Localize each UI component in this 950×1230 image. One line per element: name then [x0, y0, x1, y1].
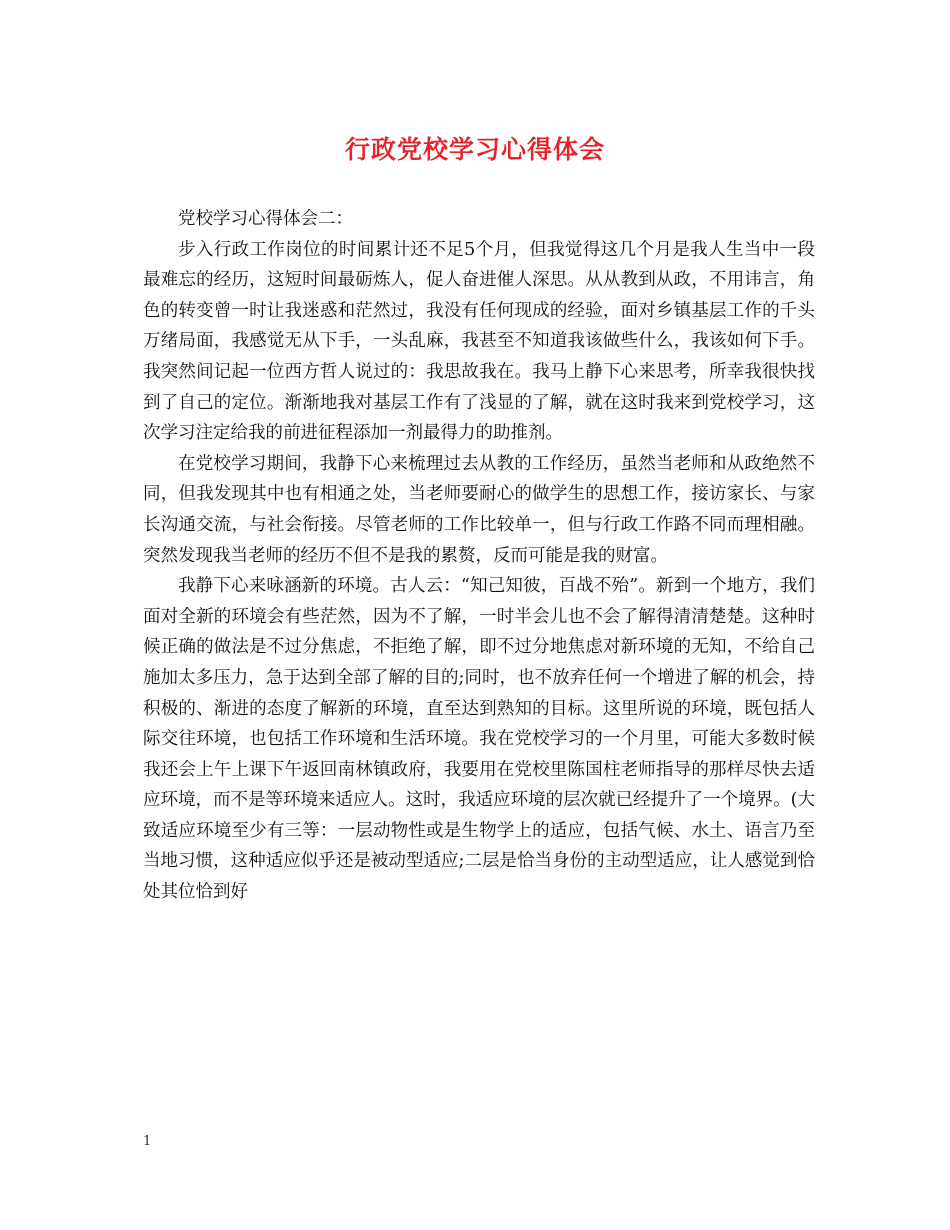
document-body: [143, 204, 815, 908]
paragraph: 我静下心来咏涵新的环境。古人云：“知己知彼，百战不殆”。新到一个地方，我们面对全新的环境会有些茫然，因为不了解，一时半会儿也不会了解得清清楚楚。这种时候正确的做法是不过分焦虑，不拒绝了解，即不过分地焦虑对新环境的无知，不给自己施加太多压力，急于达到全部了解的目的;同时，也不放弃任何一个增进了解的机会，持积极的、渐进的态度了解新的环境，直至达到熟知的目标。这里所说的环境，既包括人际交往环境，也包括工作环境和生活环境。我在党校学习的一个月里，可能大多数时候我还会上午上课下午返回南林镇政府，我要用在党校里陈国柱老师指导的那样尽快去适应环境，而不是等环境来适应人。这时，我适应环境的层次就已经提升了一个境界。(大致适应环境至少有三等：一层动物性或是生物学上的适应，包括气候、水土、语言乃至当地习惯，这种适应似乎还是被动型适应;二层是恰当身份的主动型适应，让人感觉到恰处其位恰到好: [143, 576, 815, 903]
paragraph: 步入行政工作岗位的时间累计还不足5个月，但我觉得这几个月是我人生当中一段最难忘的经历，这短时间最砺炼人，促人奋进催人深思。从从教到从政，不用讳言，角色的转变曾一时让我迷惑和茫然过，我没有任何现成的经验，面对乡镇基层工作的千头万绪局面，我感觉无从下手，一头乱麻，我甚至不知道我该做些什么，我该如何下手。我突然间记起一位西方哲人说过的：我思故我在。我马上静下心来思考，所幸我很快找到了自己的定位。渐渐地我对基层工作有了浅显的了解，就在这时我来到党校学习，这次学习注定给我的前进征程添加一剂最得力的助推剂。: [143, 239, 815, 444]
page-number: 1: [143, 1134, 152, 1149]
document-title: 行政党校学习心得体会: [344, 135, 605, 164]
paragraph: 在党校学习期间，我静下心来梳理过去从教的工作经历，虽然当老师和从政绝然不同，但我发现其中也有相通之处，当老师要耐心的做学生的思想工作，接访家长、与家长沟通交流，与社会衔接。尽管老师的工作比较单一，但与行政工作路不同而理相融。突然发现我当老师的经历不但不是我的累赘，反而可能是我的财富。: [143, 453, 815, 566]
section-heading: 党校学习心得体会二：: [178, 209, 353, 229]
